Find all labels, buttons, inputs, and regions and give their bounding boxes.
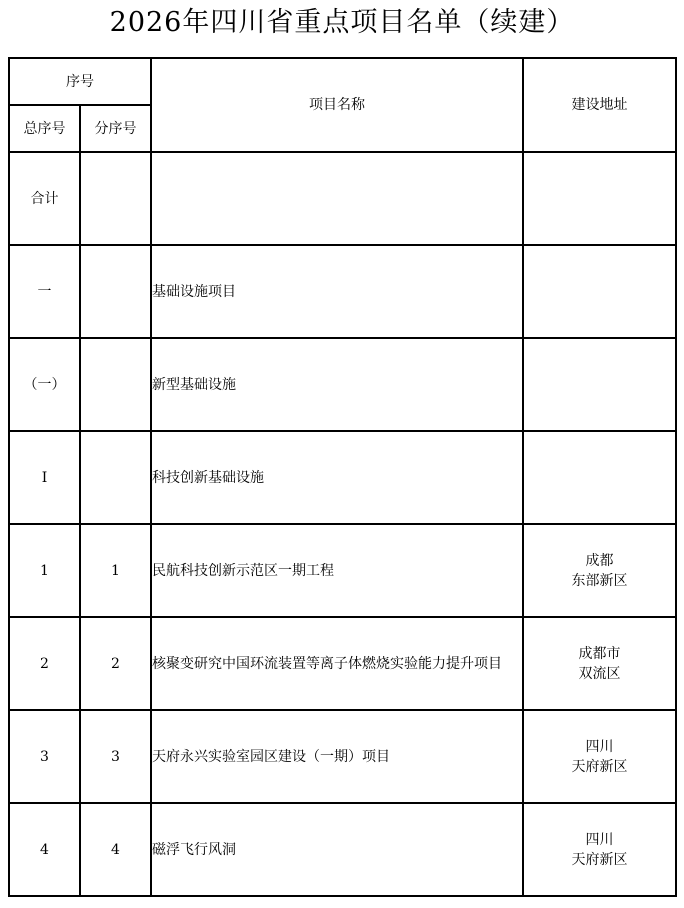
location-line-1: 四川 xyxy=(585,831,614,848)
location-line-1: 四川 xyxy=(585,738,614,755)
table-row xyxy=(9,524,676,617)
table-row xyxy=(9,152,676,245)
table-row xyxy=(9,338,676,431)
cell-project-name: 科技创新基础设施 xyxy=(151,431,523,524)
header-location: 建设地址 xyxy=(523,58,676,152)
header-row-top xyxy=(9,58,676,105)
cell-location xyxy=(523,803,676,896)
cell-total-seq: 一 xyxy=(9,245,80,338)
location-line-2: 东部新区 xyxy=(571,572,628,589)
location-line-2: 天府新区 xyxy=(571,851,628,868)
location-line-2: 双流区 xyxy=(578,665,621,682)
cell-sub-seq: 2 xyxy=(80,617,151,710)
cell-sub-seq: 3 xyxy=(80,710,151,803)
cell-location xyxy=(523,617,676,710)
cell-location xyxy=(523,338,676,431)
location-line-2: 天府新区 xyxy=(571,758,628,775)
table-row xyxy=(9,803,676,896)
cell-project-name: 基础设施项目 xyxy=(151,245,523,338)
cell-location xyxy=(523,431,676,524)
cell-project-name: 新型基础设施 xyxy=(151,338,523,431)
cell-total-seq: 2 xyxy=(9,617,80,710)
cell-total-seq: 1 xyxy=(9,524,80,617)
cell-total-seq: （一） xyxy=(9,338,80,431)
cell-sub-seq: 4 xyxy=(80,803,151,896)
cell-location xyxy=(523,245,676,338)
cell-sub-seq xyxy=(80,431,151,524)
table-row xyxy=(9,245,676,338)
cell-project-name: 磁浮飞行风洞 xyxy=(151,803,523,896)
cell-sub-seq xyxy=(80,152,151,245)
cell-sub-seq: 1 xyxy=(80,524,151,617)
cell-project-name: 核聚变研究中国环流装置等离子体燃烧实验能力提升项目 xyxy=(151,617,523,710)
location-line-1: 成都市 xyxy=(578,645,621,662)
cell-total-seq: 4 xyxy=(9,803,80,896)
table-row xyxy=(9,710,676,803)
cell-location xyxy=(523,152,676,245)
header-total-seq: 总序号 xyxy=(9,105,80,152)
table-row xyxy=(9,617,676,710)
cell-total-seq: 3 xyxy=(9,710,80,803)
header-project-name: 项目名称 xyxy=(151,58,523,152)
table-row xyxy=(9,431,676,524)
cell-total-seq: 合计 xyxy=(9,152,80,245)
cell-location xyxy=(523,710,676,803)
project-table xyxy=(8,57,677,897)
document-title: 2026年四川省重点项目名单（续建） xyxy=(109,7,575,38)
cell-project-name: 民航科技创新示范区一期工程 xyxy=(151,524,523,617)
header-sub-seq: 分序号 xyxy=(80,105,151,152)
header-seq: 序号 xyxy=(9,58,151,105)
cell-project-name xyxy=(151,152,523,245)
cell-sub-seq xyxy=(80,245,151,338)
cell-sub-seq xyxy=(80,338,151,431)
cell-project-name: 天府永兴实验室园区建设（一期）项目 xyxy=(151,710,523,803)
cell-location xyxy=(523,524,676,617)
location-line-1: 成都 xyxy=(585,552,614,569)
cell-total-seq: I xyxy=(9,431,80,524)
